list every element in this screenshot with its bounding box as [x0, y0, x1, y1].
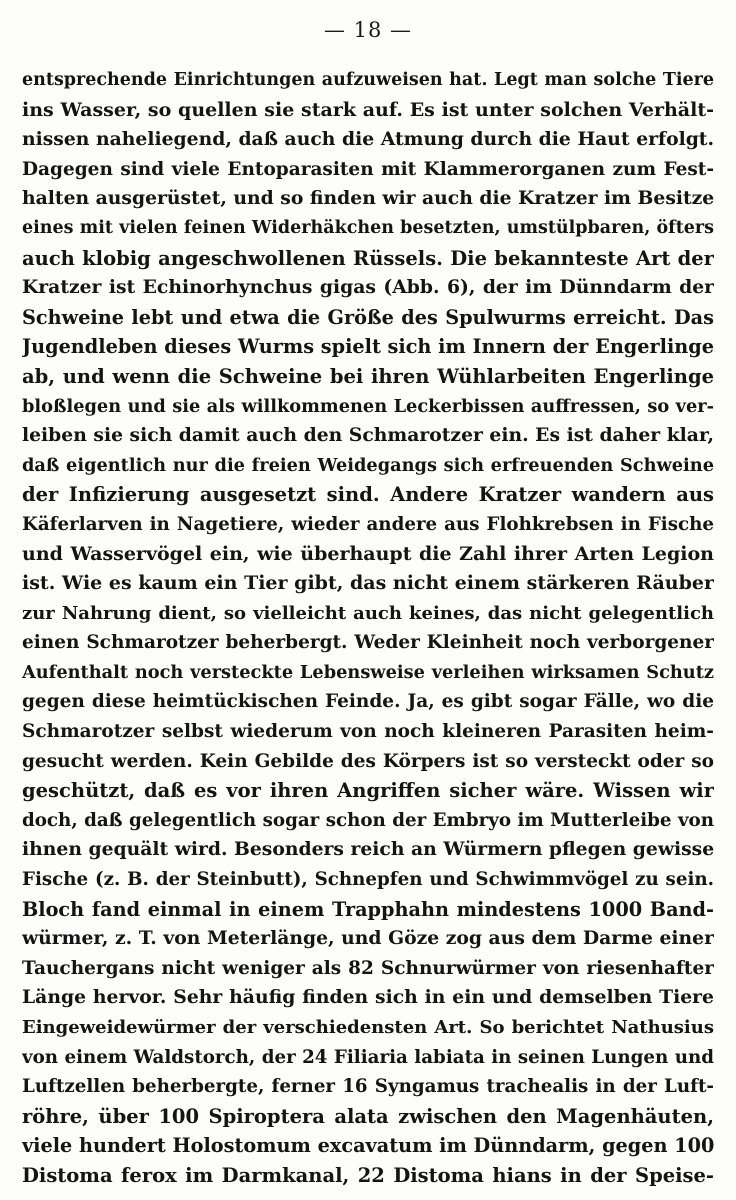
- text-line: Schweine lebt und etwa die Größe des Spulwurms erreicht. Das: [22, 305, 714, 329]
- text-line: entsprechende Einrichtungen aufzuweisen hat. Legt man solche Tiere: [22, 70, 714, 90]
- text-line: würmer, z. T. von Meterlänge, und Göze zog aus dem Darme einer: [22, 927, 714, 950]
- text-line: Fische (z. B. der Steinbutt), Schnepfen und Schwimmvögel zu sein.: [22, 869, 714, 891]
- text-line: leiben sie sich damit auch den Schmarotzer ein. Es ist daher klar,: [22, 424, 714, 447]
- text-line: Bloch fand einmal in einem Trapphahn mindestens 1000 Band-: [22, 897, 714, 921]
- text-line: Luftzellen beherbergte, ferner 16 Syngamus trachealis in der Luft-: [22, 1076, 714, 1098]
- text-line: ihnen gequält wird. Besonders reich an Würmern pflegen gewisse: [22, 838, 714, 861]
- text-line: von einem Waldstorch, der 24 Filiaria labiata in seinen Lungen und: [22, 1046, 714, 1068]
- text-line: zur Nahrung dient, so vielleicht auch keines, das nicht gelegentlich: [22, 602, 714, 624]
- text-line: ab, und wenn die Schweine bei ihren Wühlarbeiten Engerlinge: [22, 364, 714, 388]
- text-line: Eingeweidewürmer der verschiedensten Art. So berichtet Nathusius: [22, 1017, 714, 1038]
- text-line: Tauchergans nicht weniger als 82 Schnurwürmer von riesenhafter: [22, 957, 714, 979]
- text-line: viele hundert Holostomum excavatum im Dünndarm, gegen 100: [22, 1134, 714, 1158]
- page-number: — 18 —: [323, 18, 413, 42]
- text-line: einen Schmarotzer beherbergt. Weder Kleinheit noch verborgener: [22, 632, 714, 654]
- text-line: Dagegen sind viele Entoparasiten mit Klammerorganen zum Fest-: [22, 158, 714, 180]
- body-text: [22, 66, 714, 1191]
- text-line: und Wasservögel ein, wie überhaupt die Zahl ihrer Arten Legion: [22, 542, 714, 565]
- text-line: Käferlarven in Nagetiere, wieder andere aus Flohkrebsen in Fische: [22, 513, 714, 535]
- text-line: röhre, über 100 Spiroptera alata zwischen den Magenhäuten,: [22, 1104, 714, 1128]
- text-line: geschützt, daß es vor ihren Angriffen sicher wäre. Wissen wir: [22, 779, 714, 803]
- text-line: der Infizierung ausgesetzt sind. Andere Kratzer wandern aus: [22, 483, 714, 507]
- text-line: ist. Wie es kaum ein Tier gibt, das nicht einem stärkeren Räuber: [22, 572, 714, 595]
- text-line: gesucht werden. Kein Gebilde des Körpers ist so versteckt oder so: [22, 750, 714, 772]
- text-line: halten ausgerüstet, und so finden wir auch die Kratzer im Besitze: [22, 187, 714, 210]
- text-line: gegen diese heimtückischen Feinde. Ja, es gibt sogar Fälle, wo die: [22, 691, 714, 713]
- text-line: Schmarotzer selbst wiederum von noch kleineren Parasiten heim-: [22, 721, 714, 743]
- text-line: doch, daß gelegentlich sogar schon der Embryo im Mutterleibe von: [22, 809, 714, 831]
- text-line: eines mit vielen feinen Widerhäkchen besetzten, umstülpbaren, öfters: [22, 217, 714, 238]
- text-line: bloßlegen und sie als willkommenen Leckerbissen auffressen, so ver-: [22, 395, 714, 417]
- text-line: ins Wasser, so quellen sie stark auf. Es ist unter solchen Verhält-: [22, 98, 714, 121]
- text-line: Jugendleben dieses Wurms spielt sich im Innern der Engerlinge: [22, 335, 714, 359]
- text-line: Länge hervor. Sehr häufig finden sich in ein und demselben Tiere: [22, 986, 714, 1009]
- text-line: Kratzer ist Echinorhynchus gigas (Abb. 6), der im Dünndarm der: [22, 276, 714, 299]
- text-line: Aufenthalt noch versteckte Lebensweise verleihen wirksamen Schutz: [22, 661, 714, 683]
- text-line: auch klobig angeschwollenen Rüssels. Die bekannteste Art der: [22, 246, 714, 270]
- text-line: nissen naheliegend, daß auch die Atmung durch die Haut erfolgt.: [22, 128, 714, 151]
- text-line: daß eigentlich nur die freien Weidegangs sich erfreuenden Schweine: [22, 454, 714, 476]
- text-line: Distoma ferox im Darmkanal, 22 Distoma hians in der Speise-: [22, 1163, 714, 1187]
